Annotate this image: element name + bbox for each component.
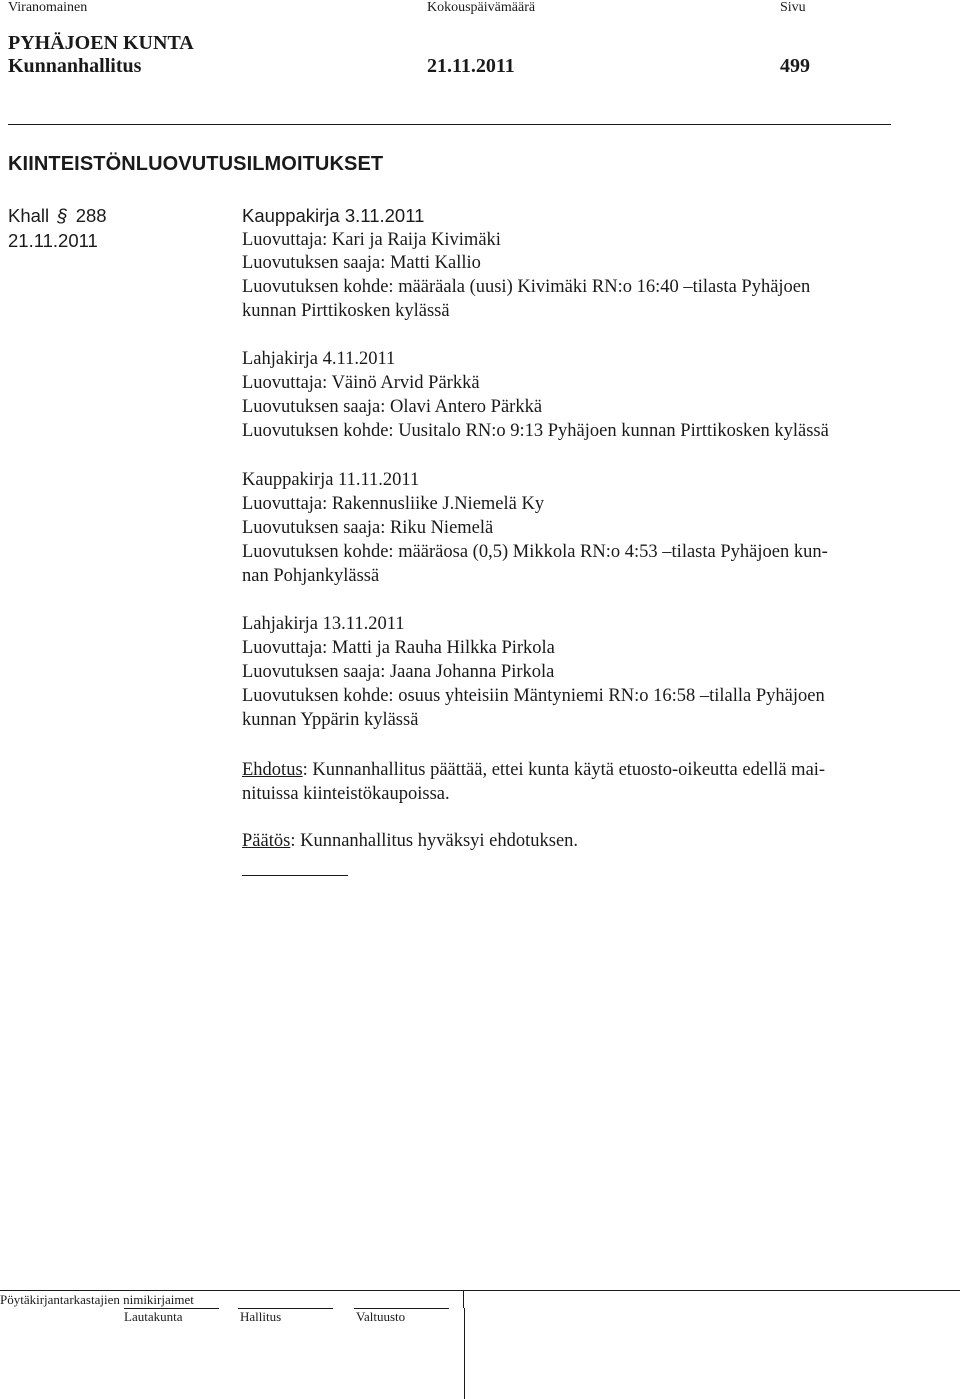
entry-4-deed: Lahjakirja 13.11.2011 xyxy=(242,614,405,634)
khall-number: 288 xyxy=(75,205,107,226)
khall-reference xyxy=(8,205,107,227)
entry-3-transferor: Luovuttaja: Rakennusliike J.Niemelä Ky xyxy=(242,494,545,514)
entry-4-recipient: Luovutuksen saaja: Jaana Johanna Pirkola xyxy=(242,662,555,682)
decision-text: : Kunnanhallitus hyväksyi ehdotuksen. xyxy=(290,831,579,851)
header-authority-label: Viranomainen xyxy=(8,0,88,15)
footer-top-rule xyxy=(0,1290,960,1291)
entry-4-transferor: Luovuttaja: Matti ja Rauha Hilkka Pirkola xyxy=(242,638,555,658)
proposal-line1 xyxy=(242,760,825,781)
entry-1-deed: Kauppakirja 3.11.2011 xyxy=(242,205,425,226)
footer-divider-lower xyxy=(464,1308,465,1399)
section-symbol: § xyxy=(57,205,68,226)
entry-2-deed: Lahjakirja 4.11.2011 xyxy=(242,349,396,369)
proposal-text: : Kunnanhallitus päättää, ettei kunta käytä etuosto-oikeutta edellä mai- xyxy=(302,760,826,780)
footer-signatures-label: Pöytäkirjantarkastajien nimikirjaimet xyxy=(0,1292,194,1307)
entry-1-object-line1: Luovutuksen kohde: määräala (uusi) Kivimäki RN:o 16:40 –tilasta Pyhäjoen xyxy=(242,277,811,297)
header-meeting-date-label: Kokouspäivämäärä xyxy=(427,0,536,15)
footer-lautakunta: Lautakunta xyxy=(124,1309,183,1324)
section-title: KIINTEISTÖNLUOVUTUSILMOITUKSET xyxy=(8,153,384,175)
entry-1-transferor: Luovuttaja: Kari ja Raija Kivimäki xyxy=(242,230,501,250)
proposal-line2: nituissa kiinteistökaupoissa. xyxy=(242,784,450,804)
entry-3-deed: Kauppakirja 11.11.2011 xyxy=(242,470,420,490)
entry-3-object-line2: nan Pohjankylässä xyxy=(242,566,380,586)
footer-divider xyxy=(463,1290,464,1308)
entry-2-object-line1: Luovutuksen kohde: Uusitalo RN:o 9:13 Pyhäjoen kunnan Pirttikosken kylässä xyxy=(242,421,829,441)
entry-3-recipient: Luovutuksen saaja: Riku Niemelä xyxy=(242,518,494,538)
entry-2-recipient: Luovutuksen saaja: Olavi Antero Pärkkä xyxy=(242,397,543,417)
meeting-date: 21.11.2011 xyxy=(427,55,515,77)
entry-4-object-line2: kunnan Yppärin kylässä xyxy=(242,710,419,730)
entry-1-object-line2: kunnan Pirttikosken kylässä xyxy=(242,301,450,321)
khall-date: 21.11.2011 xyxy=(8,230,98,251)
entry-1-recipient: Luovutuksen saaja: Matti Kallio xyxy=(242,253,481,273)
header-divider xyxy=(8,124,891,125)
header-page-label: Sivu xyxy=(780,0,806,15)
footer-valtuusto: Valtuusto xyxy=(356,1309,406,1324)
end-rule xyxy=(242,875,348,876)
footer-hallitus: Hallitus xyxy=(240,1309,282,1324)
footer xyxy=(0,1290,960,1399)
decision-label: Päätös xyxy=(242,831,291,851)
entry-4-object-line1: Luovutuksen kohde: osuus yhteisiin Mäntyniemi RN:o 16:58 –tilalla Pyhäjoen xyxy=(242,686,825,706)
decision-line xyxy=(242,831,578,852)
entry-2-transferor: Luovuttaja: Väinö Arvid Pärkkä xyxy=(242,373,480,393)
entry-3-object-line1: Luovutuksen kohde: määräosa (0,5) Mikkola RN:o 4:53 –tilasta Pyhäjoen kun- xyxy=(242,542,828,562)
page-number: 499 xyxy=(780,55,810,77)
body-name: Kunnanhallitus xyxy=(8,55,142,77)
proposal-label: Ehdotus xyxy=(242,760,303,780)
khall-label: Khall xyxy=(8,205,50,226)
organization-name: PYHÄJOEN KUNTA xyxy=(8,32,194,54)
